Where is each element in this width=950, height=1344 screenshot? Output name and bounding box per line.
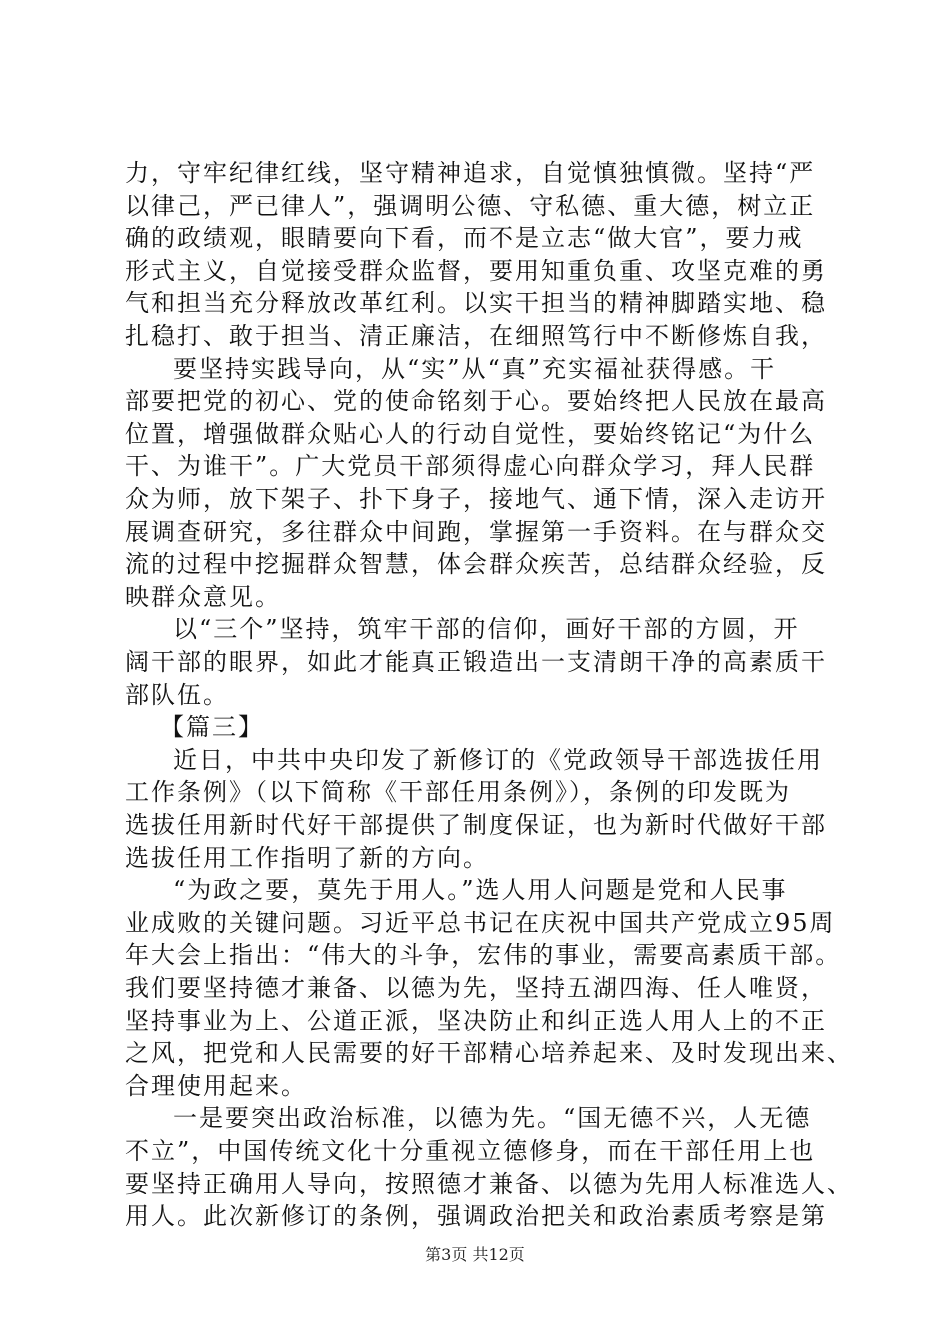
text-line: 选拔任用工作指明了新的方向。 — [125, 844, 489, 872]
text-line: 选拔任用新时代好干部提供了制度保证，也为新时代做好干部 — [125, 811, 827, 839]
text-line: 映群众意见。 — [125, 583, 281, 611]
text-line: 确的政绩观，眼睛要向下看，而不是立志“做大官”，要力戒 — [125, 224, 804, 252]
text-line: 用人。此次新修订的条例，强调政治把关和政治素质考察是第 — [125, 1202, 827, 1230]
text-line: 年大会上指出：“伟大的斗争，宏伟的事业，需要高素质干部。 — [125, 941, 842, 969]
text-line: 形式主义，自觉接受群众监督，要用知重负重、攻坚克难的勇 — [125, 257, 827, 285]
text-line: 我们要坚持德才兼备、以德为先，坚持五湖四海、任人唯贤， — [125, 974, 827, 1002]
text-line: 以律己，严已律人”，强调明公德、守私德、重大德，树立正 — [125, 192, 816, 220]
text-line: 以“三个”坚持，筑牢干部的信仰，画好干部的方圆，开 — [173, 615, 800, 643]
text-line: 合理使用起来。 — [125, 1072, 307, 1100]
page-footer: 第3页 共12页 — [425, 1245, 525, 1264]
section-heading: 【篇三】 — [160, 713, 264, 741]
text-line: 要坚持正确用人导向，按照德才兼备、以德为先用人标准选人、 — [125, 1170, 853, 1198]
text-line: 一是要突出政治标准，以德为先。“国无德不兴，人无德 — [173, 1104, 812, 1132]
text-line: 力，守牢纪律红线，坚守精神追求，自觉慎独慎微。坚持“严 — [125, 159, 816, 187]
text-line: 部队伍。 — [125, 681, 229, 709]
text-line: 业成败的关键问题。习近平总书记在庆祝中国共产党成立95周 — [125, 909, 836, 937]
text-line: 近日，中共中央印发了新修订的《党政领导干部选拔任用 — [173, 746, 823, 774]
text-line: 不立”，中国传统文化十分重视立德修身，而在干部任用上也 — [125, 1137, 816, 1165]
text-line: 阔干部的眼界，如此才能真正锻造出一支清朗干净的高素质干 — [125, 648, 827, 676]
text-line: 干、为谁干”。广大党员干部须得虚心向群众学习，拜人民群 — [125, 452, 816, 480]
text-line: 气和担当充分释放改革红利。以实干担当的精神脚踏实地、稳 — [125, 289, 827, 317]
text-line: 众为师，放下架子、扑下身子，接地气、通下情，深入走访开 — [125, 485, 827, 513]
text-line: 流的过程中挖掘群众智慧，体会群众疾苦，总结群众经验，反 — [125, 550, 827, 578]
text-line: 部要把党的初心、党的使命铭刻于心。要始终把人民放在最高 — [125, 387, 827, 415]
text-line: 坚持事业为上、公道正派，坚决防止和纠正选人用人上的不正 — [125, 1007, 827, 1035]
text-line: 工作条例》（以下简称《干部任用条例》），条例的印发既为 — [125, 778, 791, 806]
text-line: 要坚持实践导向，从“实”从“真”充实福祉获得感。干 — [173, 355, 777, 383]
text-line: 扎稳打、敢于担当、清正廉洁，在细照笃行中不断修炼自我， — [125, 322, 827, 350]
text-line: 展调查研究，多往群众中间跑，掌握第一手资料。在与群众交 — [125, 518, 827, 546]
text-line: “为政之要，莫先于用人。”选人用人问题是党和人民事 — [173, 876, 788, 904]
text-line: 位置，增强做群众贴心人的行动自觉性，要始终铭记“为什么 — [125, 420, 816, 448]
text-line: 之风，把党和人民需要的好干部精心培养起来、及时发现出来、 — [125, 1039, 853, 1067]
